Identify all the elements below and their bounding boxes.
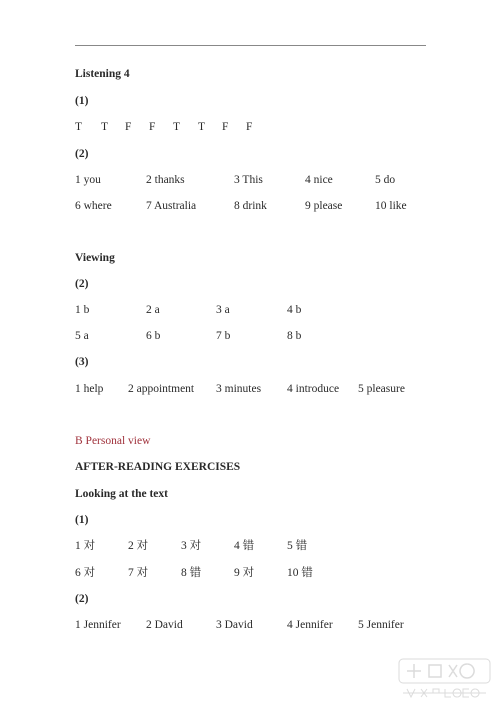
lt-p2-answer: 4 Jennifer <box>287 619 333 631</box>
l4-p2-answer: 8 drink <box>234 200 267 212</box>
heading-viewing: Viewing <box>75 252 115 264</box>
lt-p2-answer: 3 David <box>216 619 253 631</box>
lt-p1-answer: 10 错 <box>287 567 313 579</box>
lt-p1-answer: 1 对 <box>75 540 96 552</box>
section-b-heading: B Personal view <box>75 435 151 447</box>
lt-p1-answer: 8 错 <box>181 567 202 579</box>
l4-p1-answer-2: T <box>101 121 109 133</box>
l4-p2-answer: 4 nice <box>305 174 333 186</box>
viewing-p2-answer: 3 a <box>216 304 230 316</box>
label-lt-part2: (2) <box>75 593 89 605</box>
l4-p2-answer: 9 please <box>305 200 343 212</box>
lt-p2-answer: 5 Jennifer <box>358 619 404 631</box>
l4-p1-answer-1: T <box>75 121 83 133</box>
l4-p2-answer: 10 like <box>375 200 407 212</box>
lt-p1-answer: 2 对 <box>128 540 149 552</box>
heading-listening-4: Listening 4 <box>75 68 130 80</box>
l4-p2-answer: 3 This <box>234 174 263 186</box>
viewing-p2-answer: 8 b <box>287 330 302 342</box>
after-reading-heading: AFTER-READING EXERCISES <box>75 461 241 473</box>
l4-p2-answer: 1 you <box>75 174 101 186</box>
viewing-p3-answer: 3 minutes <box>216 383 262 395</box>
viewing-p2-answer: 5 a <box>75 330 89 342</box>
label-viewing-part3: (3) <box>75 356 89 368</box>
top-rule <box>75 45 426 46</box>
l4-p1-answer-7: F <box>222 121 229 133</box>
label-l4-part2: (2) <box>75 148 89 160</box>
viewing-p2-answer: 1 b <box>75 304 90 316</box>
watermark-logo <box>397 655 492 701</box>
lt-p1-answer: 9 对 <box>234 567 255 579</box>
l4-p1-answer-6: T <box>198 121 206 133</box>
viewing-p3-answer: 2 appointment <box>128 383 195 395</box>
label-viewing-part2: (2) <box>75 278 89 290</box>
l4-p1-answer-8: F <box>246 121 253 133</box>
l4-p2-answer: 2 thanks <box>146 174 185 186</box>
viewing-p3-answer: 4 introduce <box>287 383 340 395</box>
lt-p2-answer: 1 Jennifer <box>75 619 121 631</box>
viewing-p3-answer: 5 pleasure <box>358 383 405 395</box>
l4-p1-answer-5: T <box>173 121 181 133</box>
viewing-p2-answer: 4 b <box>287 304 302 316</box>
lt-p1-answer: 5 错 <box>287 540 308 552</box>
lt-p1-answer: 7 对 <box>128 567 149 579</box>
viewing-p3-answer: 1 help <box>75 383 104 395</box>
l4-p2-answer: 6 where <box>75 200 112 212</box>
l4-p2-answer: 5 do <box>375 174 396 186</box>
looking-at-text-heading: Looking at the text <box>75 488 168 500</box>
lt-p1-answer: 3 对 <box>181 540 202 552</box>
lt-p2-answer: 2 David <box>146 619 183 631</box>
lt-p1-answer: 4 错 <box>234 540 255 552</box>
label-lt-part1: (1) <box>75 514 89 526</box>
viewing-p2-answer: 7 b <box>216 330 231 342</box>
label-l4-part1: (1) <box>75 95 89 107</box>
l4-p1-answer-3: F <box>125 121 132 133</box>
lt-p1-answer: 6 对 <box>75 567 96 579</box>
l4-p2-answer: 7 Australia <box>146 200 197 212</box>
l4-p1-answer-4: F <box>149 121 156 133</box>
viewing-p2-answer: 6 b <box>146 330 161 342</box>
viewing-p2-answer: 2 a <box>146 304 160 316</box>
